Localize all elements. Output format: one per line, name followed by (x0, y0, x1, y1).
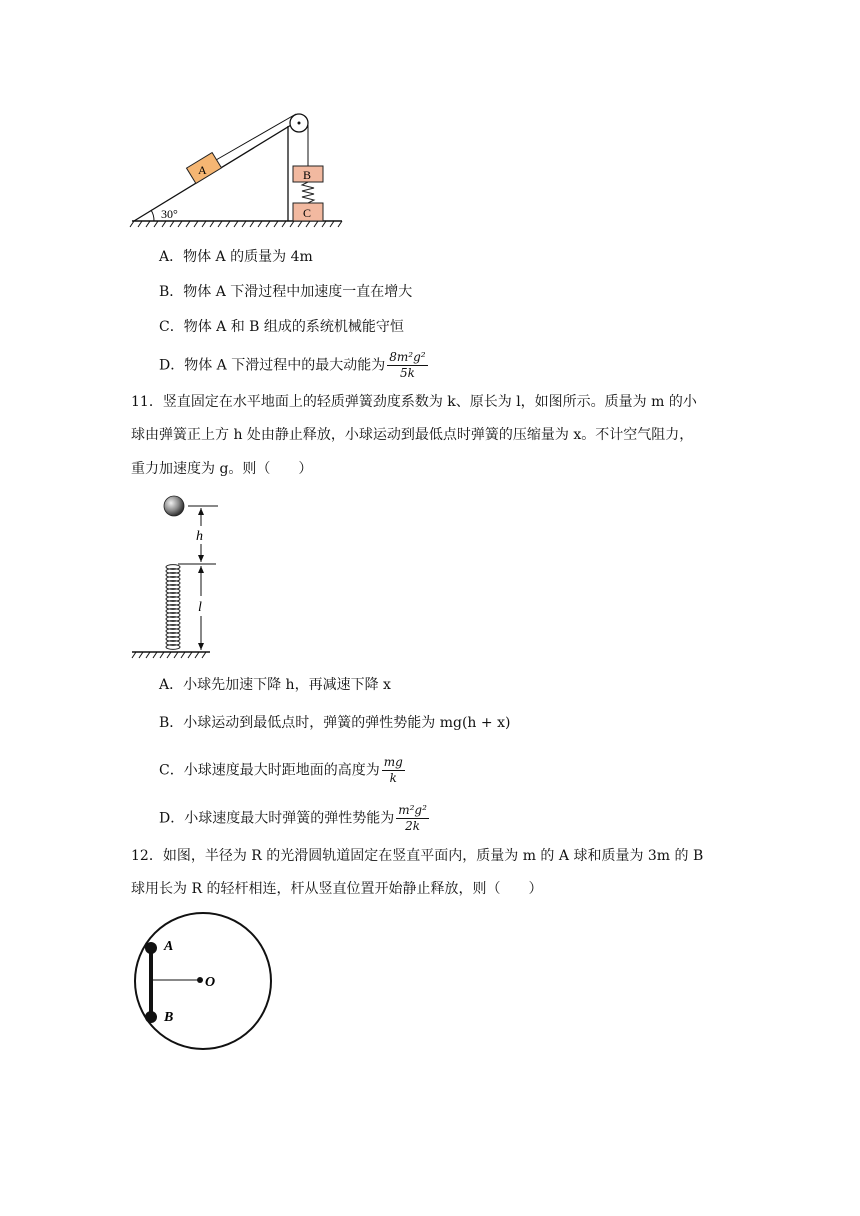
fraction-numerator: m²g² (398, 803, 427, 817)
q12-stem-line1: 12．如图，半径为 R 的光滑圆轨道固定在竖直平面内，质量为 m 的 A 球和质量为 3m 的 B (131, 848, 704, 864)
circular-track-figure (128, 908, 280, 1054)
h-label: h (196, 529, 203, 544)
ball-a-label: A (164, 939, 174, 954)
ball-b-label: B (164, 1010, 174, 1025)
q11-option-b: B．小球运动到最低点时，弹簧的弹性势能为 mg(h + x) (159, 715, 511, 731)
fraction-denominator: 5k (399, 366, 415, 380)
q11-stem-line2: 球由弹簧正上方 h 处由静止释放，小球运动到最低点时弹簧的压缩量为 x。不计空气阻力， (131, 427, 694, 443)
fraction-numerator: mg (383, 755, 403, 769)
block-c-label: C (303, 206, 312, 220)
q10-option-d-fraction (387, 350, 427, 381)
q10-option-b: B．物体 A 下滑过程中加速度一直在增大 (159, 284, 413, 300)
fraction-denominator: k (389, 771, 397, 785)
fraction-numerator: 8m²g² (389, 350, 426, 364)
q11-stem-line1: 11．竖直固定在水平地面上的轻质弹簧劲度系数为 k、原长为 l，如图所示。质量为 m 的小 (131, 394, 697, 410)
q11-option-d (159, 803, 429, 834)
q10-option-d (159, 350, 428, 381)
fraction-denominator: 2k (405, 819, 421, 833)
block-b-label: B (303, 168, 312, 182)
q11-stem-line3: 重力加速度为 g。则（ ） (131, 461, 313, 477)
q11-option-d-fraction (396, 803, 429, 834)
q11-option-c (159, 755, 405, 786)
l-label: l (198, 600, 202, 615)
block-a-label: A (198, 163, 207, 177)
q10-option-d-text: D．物体 A 下滑过程中的最大动能为 (159, 357, 386, 374)
q11-option-a: A．小球先加速下降 h，再减速下降 x (159, 677, 391, 693)
center-o-label: O (205, 975, 216, 990)
ball (164, 496, 184, 516)
ball-b (145, 1011, 157, 1023)
ball-spring-figure (128, 492, 228, 662)
ball-a (145, 942, 157, 954)
angle-label: 30° (161, 207, 178, 221)
q11-option-c-text: C．小球速度最大时距地面的高度为 (159, 762, 380, 779)
incline-pulley-figure (128, 108, 348, 233)
q11-option-c-fraction (382, 755, 405, 786)
q10-option-c: C．物体 A 和 B 组成的系统机械能守恒 (159, 319, 404, 335)
q10-option-a: A．物体 A 的质量为 4m (159, 249, 313, 265)
q11-option-d-text: D．小球速度最大时弹簧的弹性势能为 (159, 810, 395, 827)
center-point (197, 977, 203, 983)
q12-stem-line2: 球用长为 R 的轻杆相连，杆从竖直位置开始静止释放，则（ ） (131, 881, 543, 897)
